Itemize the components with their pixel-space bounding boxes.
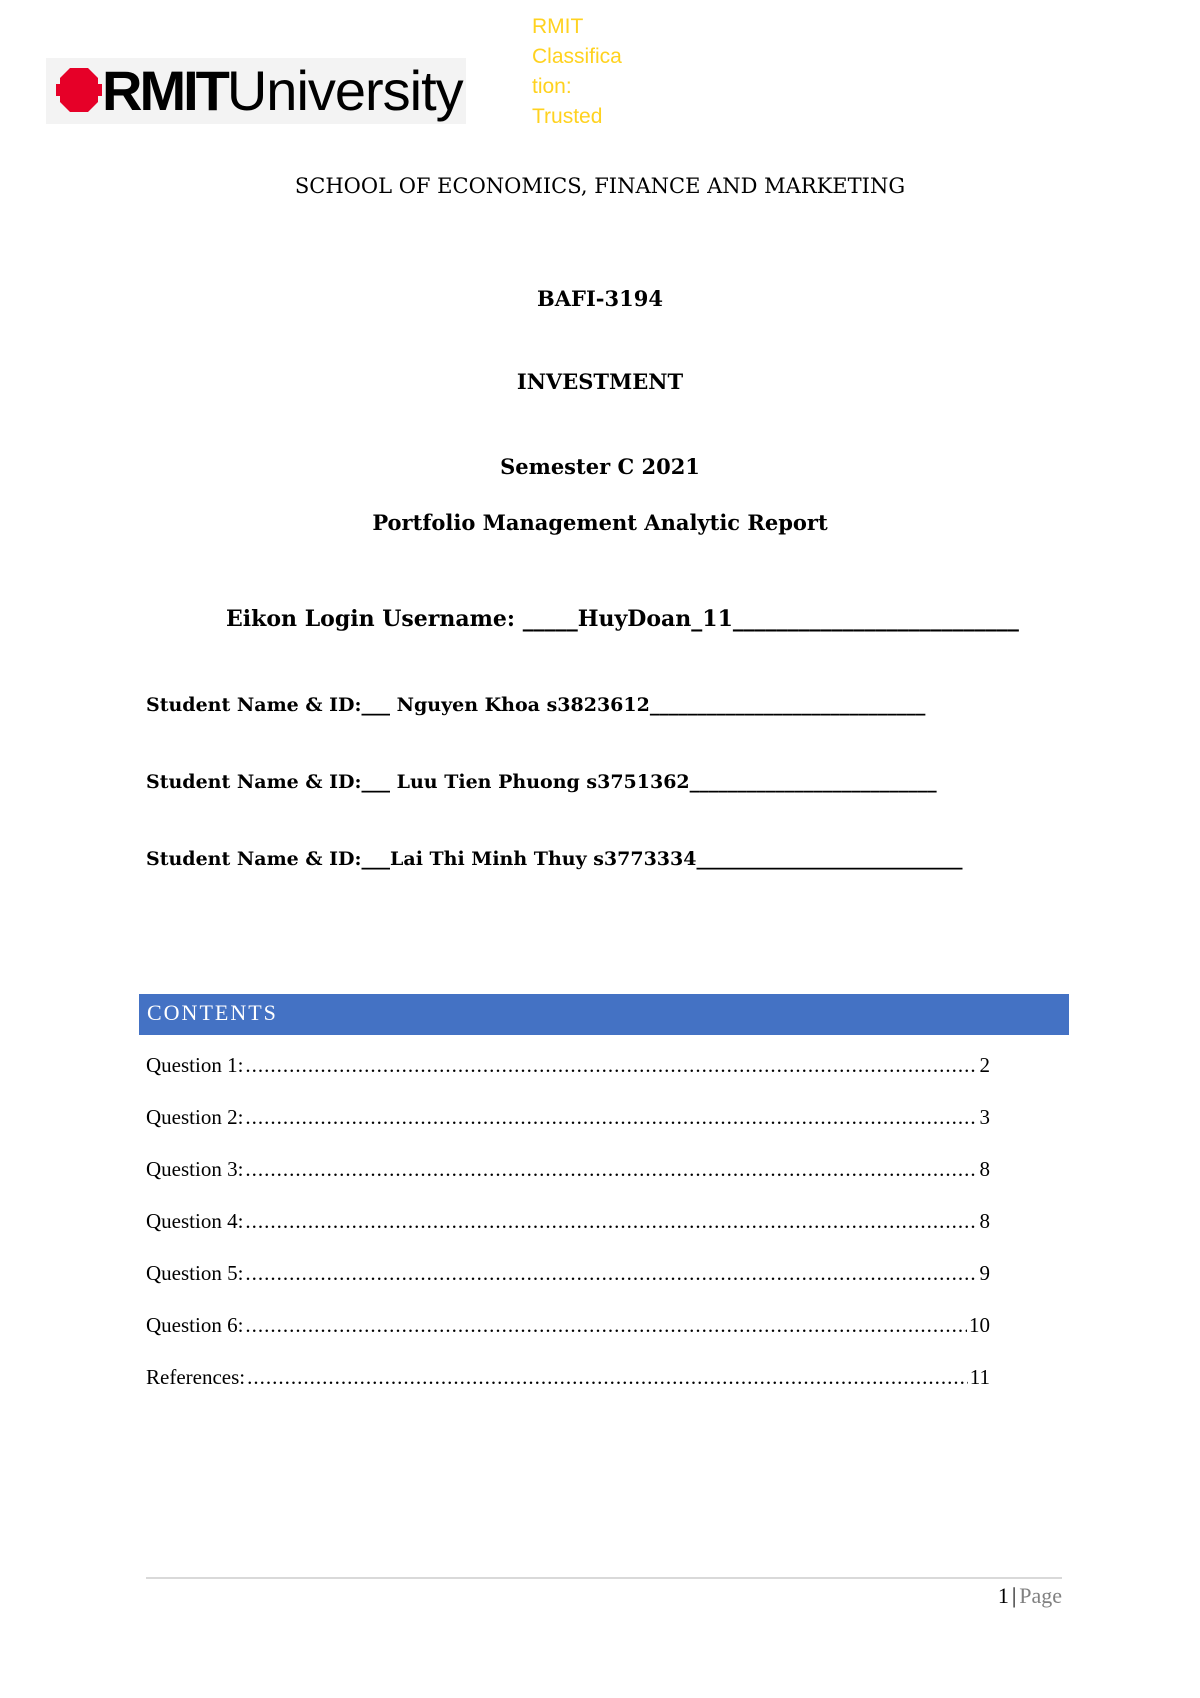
- toc-entry-label: References:: [146, 1365, 246, 1389]
- toc-entry[interactable]: [146, 1255, 990, 1307]
- toc-dot-leader: [245, 1047, 977, 1083]
- toc-entry-page: 9: [979, 1261, 990, 1285]
- student-field-2: Student Name & ID:___ Luu Tien Phuong s3751362__________________________: [146, 771, 937, 793]
- contents-heading: CONTENTS: [147, 1000, 278, 1025]
- toc-entry-page: 10: [969, 1313, 990, 1337]
- toc-dot-leader: [245, 1307, 967, 1343]
- toc-entry[interactable]: [146, 1047, 990, 1099]
- toc-entry-page: 3: [979, 1105, 990, 1129]
- toc-entry-label: Question 4:: [146, 1209, 244, 1233]
- rmit-logo: [46, 58, 466, 124]
- toc-entry[interactable]: [146, 1099, 990, 1151]
- toc-entry-label: Question 3:: [146, 1157, 244, 1181]
- course-code: BAFI-3194: [537, 286, 663, 311]
- page-word: Page: [1019, 1583, 1062, 1608]
- page-footer: [998, 1583, 1062, 1609]
- student-field-1: Student Name & ID:___ Nguyen Khoa s3823612_____________________________: [146, 694, 926, 716]
- footer-divider: [146, 1577, 1062, 1579]
- page-number: 1: [997, 1583, 1009, 1608]
- course-name: INVESTMENT: [516, 369, 684, 394]
- toc-entry-page: 8: [979, 1209, 990, 1233]
- toc-entry[interactable]: [146, 1151, 990, 1203]
- contents-heading-bar: [139, 994, 1069, 1035]
- table-of-contents: [146, 1047, 990, 1411]
- toc-dot-leader: [245, 1151, 977, 1187]
- eikon-username-field: Eikon Login Username: _____HuyDoan_11__________________________: [226, 606, 1019, 632]
- toc-entry-label: Question 1:: [146, 1053, 244, 1077]
- toc-dot-leader: [245, 1255, 977, 1291]
- toc-dot-leader: [245, 1203, 977, 1239]
- toc-entry[interactable]: [146, 1203, 990, 1255]
- report-title: Portfolio Management Analytic Report: [372, 510, 828, 535]
- toc-entry-page: 11: [969, 1365, 990, 1389]
- logo-text-bold: RMIT: [102, 59, 227, 122]
- logo-wordmark: [102, 58, 463, 124]
- classification-label: RMIT Classification: Trusted: [532, 15, 622, 128]
- toc-dot-leader: [247, 1359, 968, 1395]
- toc-entry-page: 2: [979, 1053, 990, 1077]
- footer-separator: |: [1011, 1583, 1017, 1608]
- logo-text-light: University: [226, 59, 463, 122]
- semester: Semester C 2021: [500, 454, 700, 479]
- toc-dot-leader: [245, 1099, 977, 1135]
- toc-entry-label: Question 6:: [146, 1313, 244, 1337]
- toc-entry[interactable]: [146, 1307, 990, 1359]
- student-field-3: Student Name & ID:___Lai Thi Minh Thuy s3773334____________________________: [146, 848, 963, 870]
- toc-entry-label: Question 5:: [146, 1261, 244, 1285]
- toc-entry-label: Question 2:: [146, 1105, 244, 1129]
- school-name: SCHOOL OF ECONOMICS, FINANCE AND MARKETING: [294, 174, 906, 198]
- rmit-pixel-icon: [56, 62, 102, 118]
- toc-entry-page: 8: [979, 1157, 990, 1181]
- toc-entry[interactable]: [146, 1359, 990, 1411]
